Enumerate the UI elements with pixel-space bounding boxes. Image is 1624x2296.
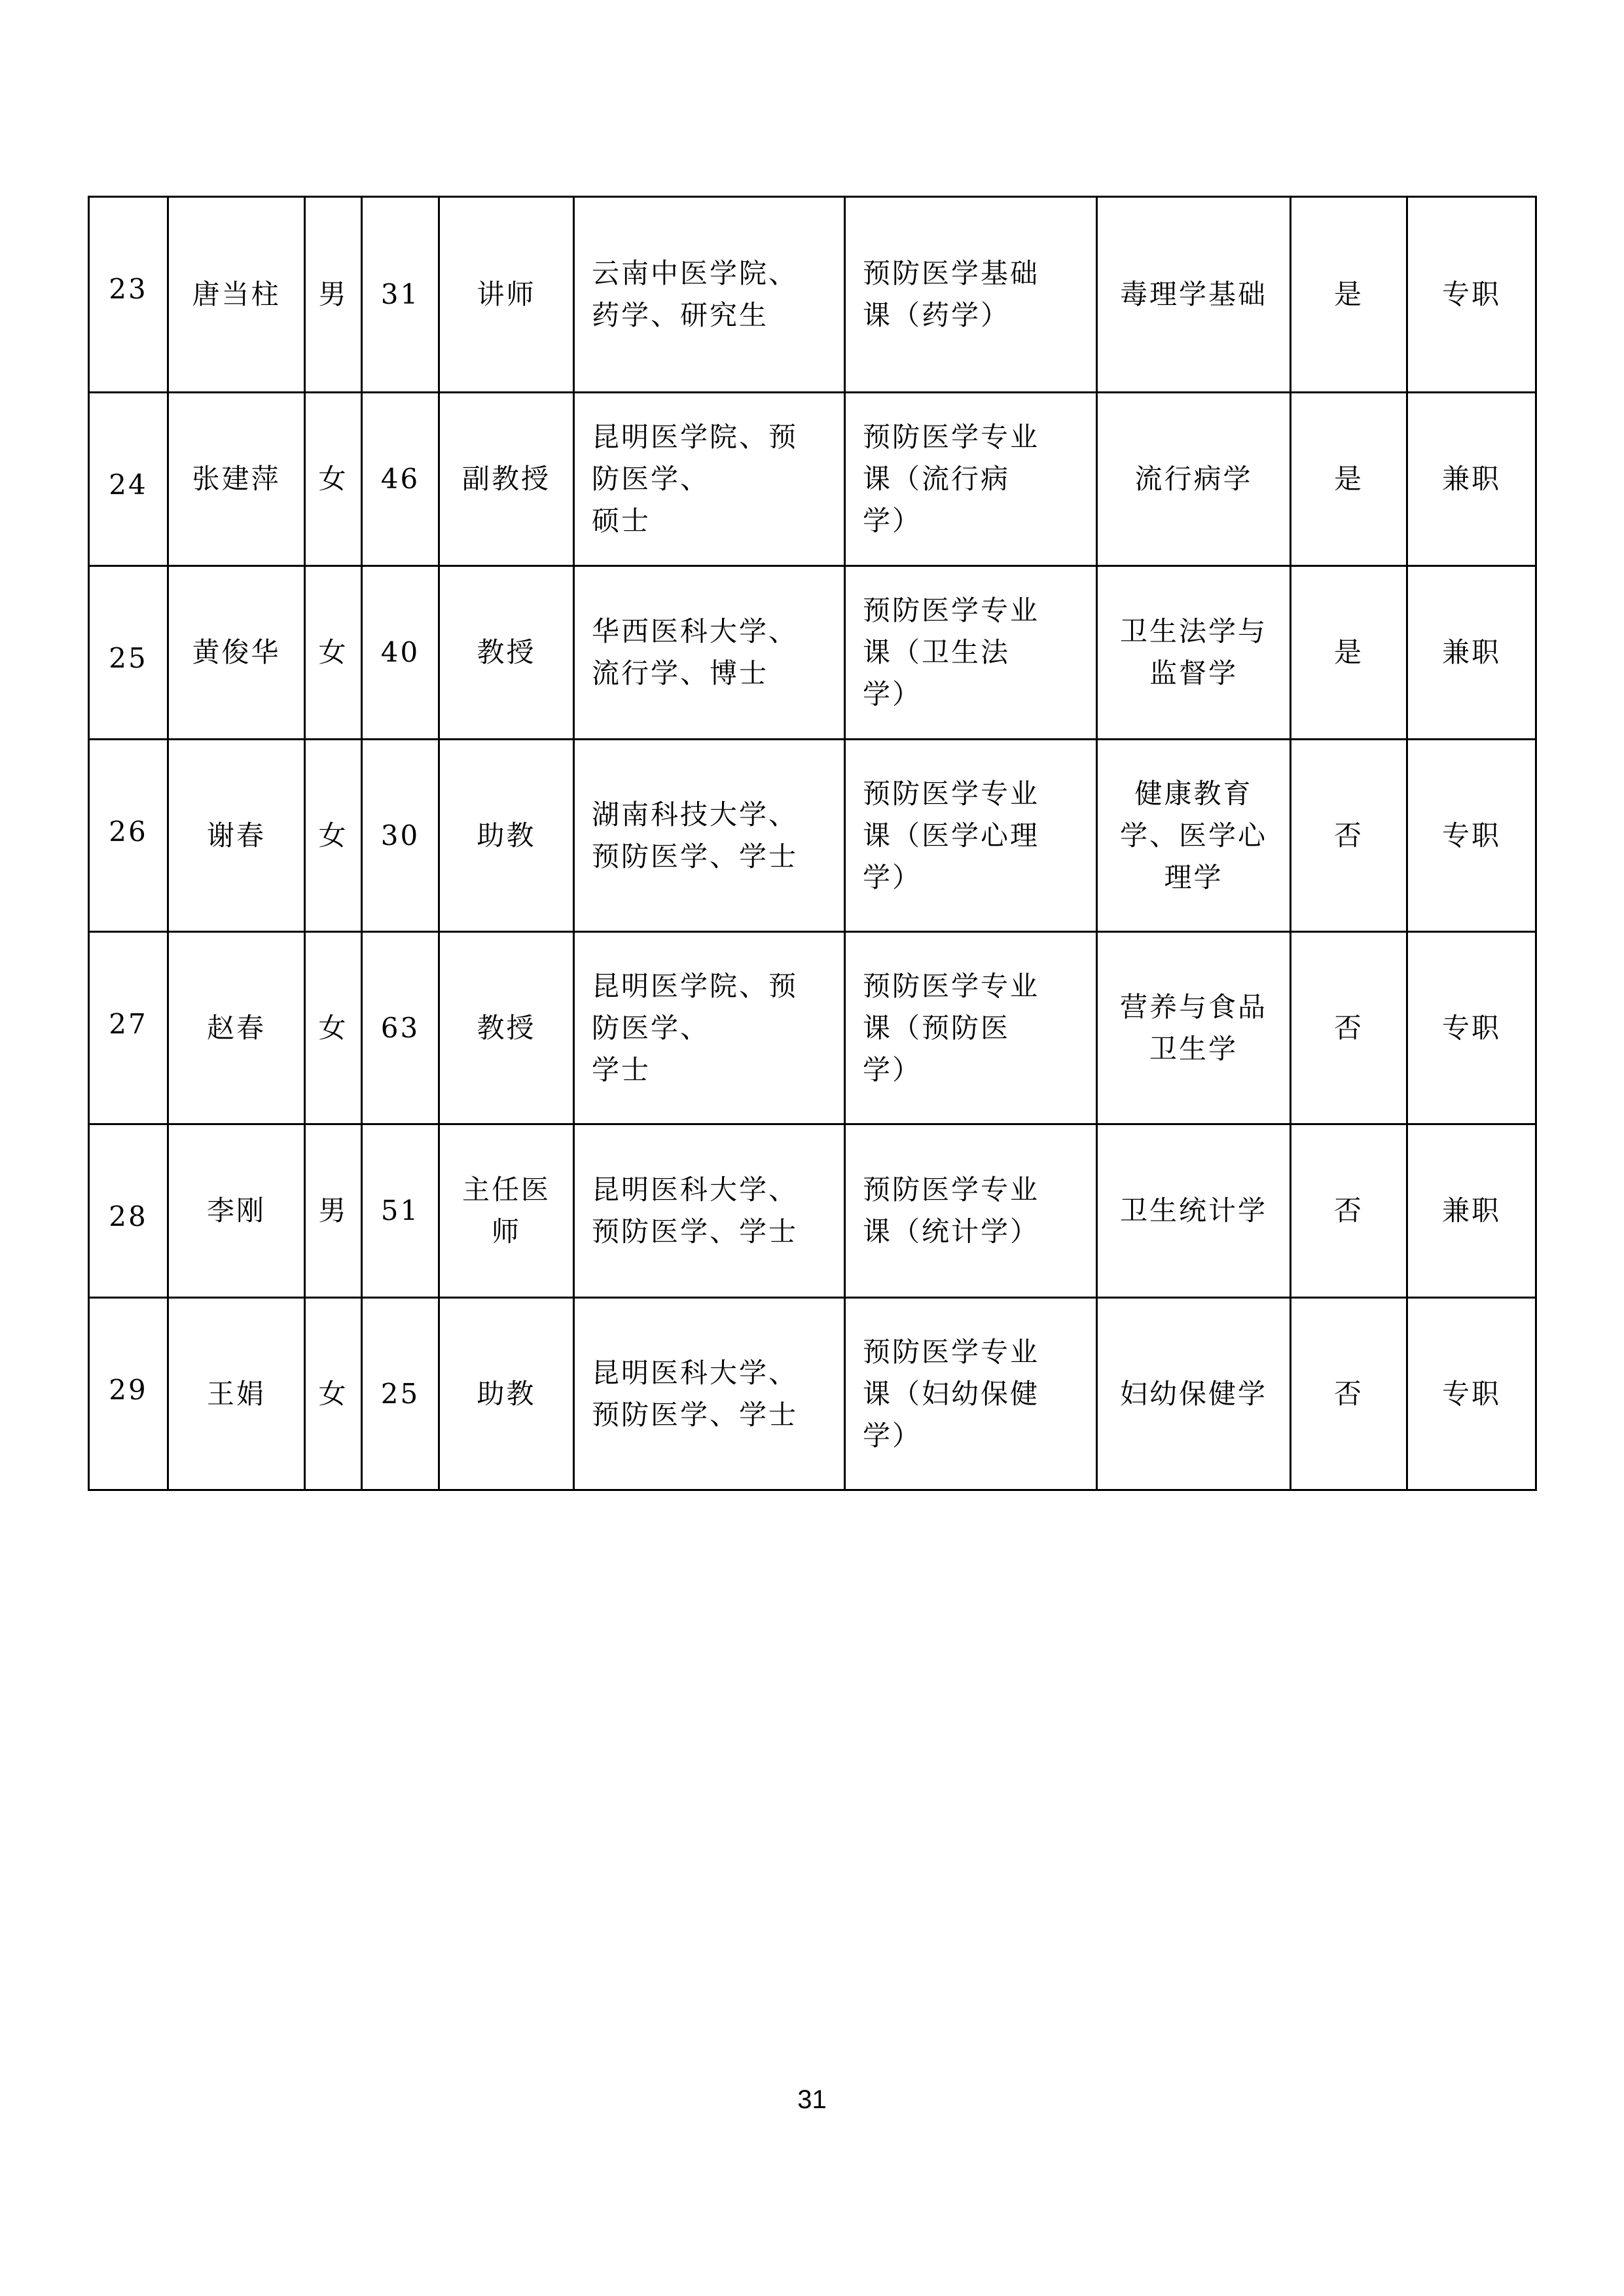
cell-course-category — [845, 566, 1097, 740]
cell-title — [439, 1298, 574, 1490]
cell-type — [1407, 740, 1536, 932]
cell-type — [1407, 1298, 1536, 1490]
cell-age-text: 51 — [380, 1194, 420, 1227]
staff-table — [88, 196, 1537, 1491]
cell-education-text: 昆明医学院、预 防医学、 学士 — [592, 969, 799, 1086]
cell-index-text: 27 — [109, 1008, 148, 1040]
cell-title-text: 副教授 — [461, 463, 550, 495]
cell-type — [1407, 932, 1536, 1124]
cell-course-category-text: 预防医学专业 课（妇幼保健 学） — [863, 1335, 1040, 1452]
cell-course-category — [845, 197, 1097, 393]
cell-name — [168, 197, 305, 393]
cell-course — [1097, 393, 1291, 566]
table-row — [89, 1298, 1536, 1490]
cell-age — [362, 393, 439, 566]
cell-index — [89, 393, 168, 566]
cell-age-text: 30 — [380, 819, 420, 852]
cell-type-text: 专职 — [1441, 278, 1501, 310]
cell-name-text: 王娟 — [206, 1377, 266, 1410]
table-row — [89, 393, 1536, 566]
cell-course-category-text: 预防医学专业 课（预防医 学） — [863, 969, 1040, 1086]
cell-index — [89, 1124, 168, 1298]
cell-title-text: 主任医 师 — [461, 1174, 550, 1247]
cell-course-category — [845, 1124, 1097, 1298]
cell-age-text: 25 — [380, 1377, 420, 1410]
cell-education — [574, 197, 845, 393]
cell-course-category-text: 预防医学专业 课（卫生法 学） — [863, 594, 1040, 710]
cell-gender-text: 女 — [318, 463, 348, 495]
cell-course-category-text: 预防医学基础 课（药学） — [863, 257, 1040, 331]
cell-age — [362, 1124, 439, 1298]
cell-certified — [1291, 393, 1407, 566]
cell-certified — [1291, 932, 1407, 1124]
cell-course-category — [845, 740, 1097, 932]
cell-course — [1097, 1124, 1291, 1298]
cell-gender — [305, 566, 362, 740]
cell-title — [439, 197, 574, 393]
cell-course-category-text: 预防医学专业 课（统计学） — [863, 1174, 1040, 1247]
cell-index-text: 25 — [109, 642, 148, 674]
cell-course-category-text: 预防医学专业 课（医学心理 学） — [863, 777, 1040, 893]
cell-name — [168, 932, 305, 1124]
cell-course-text: 营养与食品 卫生学 — [1119, 990, 1267, 1065]
cell-gender — [305, 1124, 362, 1298]
cell-education — [574, 393, 845, 566]
cell-name-text: 李刚 — [206, 1194, 266, 1227]
cell-certified-text: 否 — [1333, 1194, 1363, 1227]
cell-index-text: 24 — [109, 469, 148, 501]
cell-type-text: 兼职 — [1441, 1194, 1501, 1227]
cell-certified — [1291, 1124, 1407, 1298]
cell-education-text: 湖南科技大学、 预防医学、学士 — [592, 798, 799, 872]
cell-type-text: 专职 — [1441, 1377, 1501, 1410]
cell-title-text: 助教 — [477, 819, 536, 852]
table-row — [89, 566, 1536, 740]
cell-title — [439, 566, 574, 740]
cell-course — [1097, 932, 1291, 1124]
cell-title — [439, 1124, 574, 1298]
table-body — [89, 197, 1536, 1490]
cell-title-text: 讲师 — [477, 278, 536, 310]
cell-education — [574, 566, 845, 740]
cell-course — [1097, 740, 1291, 932]
cell-index — [89, 740, 168, 932]
cell-education — [574, 740, 845, 932]
cell-course-text: 卫生统计学 — [1119, 1194, 1267, 1227]
cell-name-text: 唐当柱 — [192, 278, 281, 310]
cell-course-category-text: 预防医学专业 课（流行病 学） — [863, 421, 1040, 537]
cell-certified — [1291, 197, 1407, 393]
cell-type — [1407, 1124, 1536, 1298]
cell-education-text: 昆明医科大学、 预防医学、学士 — [592, 1174, 799, 1247]
cell-education-text: 昆明医科大学、 预防医学、学士 — [592, 1356, 799, 1431]
cell-title — [439, 740, 574, 932]
cell-name-text: 张建萍 — [192, 463, 281, 495]
cell-age — [362, 932, 439, 1124]
cell-gender-text: 女 — [318, 1011, 348, 1044]
cell-type-text: 专职 — [1441, 1011, 1501, 1044]
cell-name — [168, 740, 305, 932]
cell-age — [362, 1298, 439, 1490]
cell-course-text: 健康教育 学、医学心 理学 — [1119, 777, 1267, 893]
table-row — [89, 932, 1536, 1124]
cell-age — [362, 197, 439, 393]
cell-title-text: 教授 — [477, 636, 536, 668]
table-row — [89, 740, 1536, 932]
cell-course-category — [845, 932, 1097, 1124]
cell-gender-text: 女 — [318, 636, 348, 668]
cell-gender — [305, 1298, 362, 1490]
cell-title-text: 助教 — [477, 1377, 536, 1410]
cell-type-text: 兼职 — [1441, 636, 1501, 668]
cell-index-text: 29 — [109, 1374, 148, 1406]
cell-education — [574, 1124, 845, 1298]
cell-course — [1097, 1298, 1291, 1490]
cell-index — [89, 932, 168, 1124]
cell-age-text: 40 — [380, 636, 420, 668]
cell-index-text: 23 — [109, 273, 148, 305]
cell-age-text: 31 — [380, 278, 420, 310]
table-row — [89, 1124, 1536, 1298]
cell-name-text: 谢春 — [206, 819, 266, 852]
cell-gender — [305, 393, 362, 566]
cell-name — [168, 1124, 305, 1298]
cell-gender — [305, 197, 362, 393]
cell-gender-text: 女 — [318, 819, 348, 852]
cell-education-text: 云南中医学院、 药学、研究生 — [592, 257, 799, 331]
cell-education-text: 昆明医学院、预 防医学、 硕士 — [592, 421, 799, 537]
cell-age-text: 63 — [380, 1011, 420, 1044]
cell-course — [1097, 197, 1291, 393]
cell-age — [362, 566, 439, 740]
cell-index — [89, 566, 168, 740]
cell-age — [362, 740, 439, 932]
cell-course-text: 妇幼保健学 — [1119, 1377, 1267, 1410]
cell-certified-text: 是 — [1333, 636, 1363, 668]
cell-type-text: 专职 — [1441, 819, 1501, 852]
cell-name — [168, 393, 305, 566]
cell-index-text: 28 — [109, 1200, 148, 1232]
cell-name — [168, 1298, 305, 1490]
cell-certified-text: 否 — [1333, 819, 1363, 852]
cell-name-text: 赵春 — [206, 1011, 266, 1044]
cell-gender — [305, 740, 362, 932]
cell-type — [1407, 197, 1536, 393]
cell-education-text: 华西医科大学、 流行学、博士 — [592, 615, 799, 689]
cell-course-text: 毒理学基础 — [1119, 278, 1267, 310]
cell-course — [1097, 566, 1291, 740]
cell-type — [1407, 393, 1536, 566]
cell-gender-text: 男 — [318, 1194, 348, 1227]
cell-age-text: 46 — [380, 463, 420, 495]
cell-index — [89, 197, 168, 393]
cell-index — [89, 1298, 168, 1490]
cell-certified-text: 是 — [1333, 278, 1363, 310]
cell-education — [574, 932, 845, 1124]
cell-title — [439, 932, 574, 1124]
cell-gender-text: 男 — [318, 278, 348, 310]
cell-certified — [1291, 740, 1407, 932]
cell-course-category — [845, 1298, 1097, 1490]
cell-gender — [305, 932, 362, 1124]
cell-certified-text: 否 — [1333, 1377, 1363, 1410]
cell-course-category — [845, 393, 1097, 566]
cell-name — [168, 566, 305, 740]
cell-course-text: 流行病学 — [1134, 463, 1253, 495]
cell-type — [1407, 566, 1536, 740]
cell-certified — [1291, 566, 1407, 740]
cell-education — [574, 1298, 845, 1490]
cell-certified — [1291, 1298, 1407, 1490]
table-row — [89, 197, 1536, 393]
cell-gender-text: 女 — [318, 1377, 348, 1410]
cell-certified-text: 是 — [1333, 463, 1363, 495]
cell-title-text: 教授 — [477, 1011, 536, 1044]
page-number: 31 — [797, 2085, 827, 2114]
cell-type-text: 兼职 — [1441, 463, 1501, 495]
cell-index-text: 26 — [109, 816, 148, 848]
cell-course-text: 卫生法学与 监督学 — [1119, 615, 1267, 689]
cell-name-text: 黄俊华 — [192, 636, 281, 668]
cell-certified-text: 否 — [1333, 1011, 1363, 1044]
cell-title — [439, 393, 574, 566]
